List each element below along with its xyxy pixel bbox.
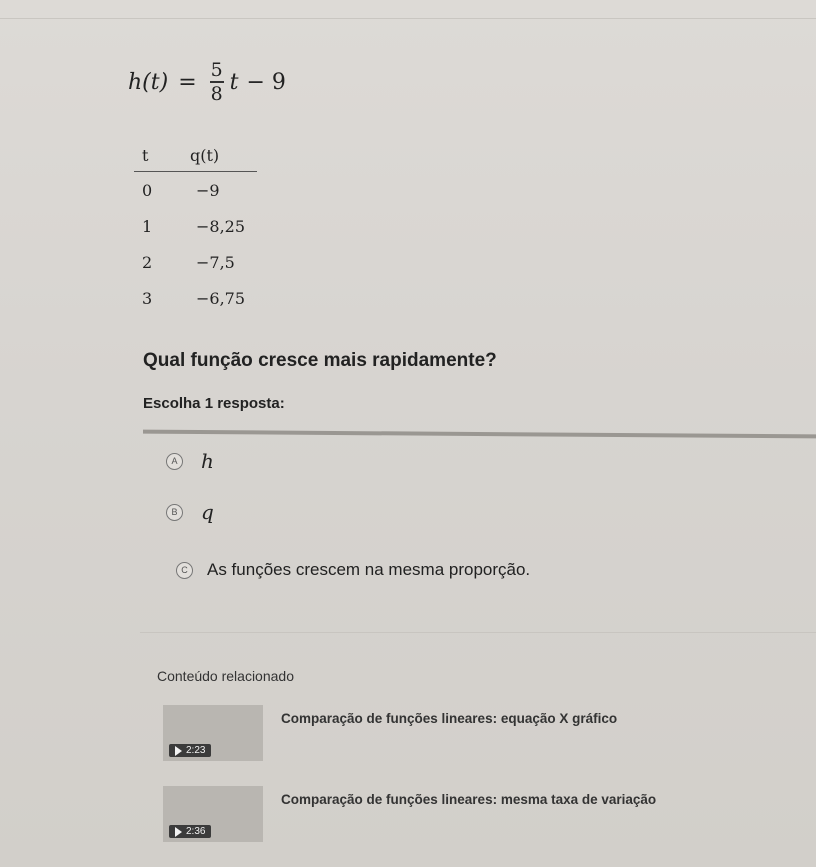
table-cell-q: −6,75 (196, 288, 246, 308)
table-row (134, 280, 257, 316)
table-cell-t: 3 (142, 288, 153, 308)
answer-option-c[interactable] (176, 560, 530, 580)
top-divider (0, 18, 816, 19)
formula-variable: t (229, 69, 239, 95)
play-icon (175, 746, 182, 756)
option-text-c: As funções crescem na mesma proporção. (207, 560, 531, 579)
fraction-numerator: 5 (210, 59, 223, 82)
answer-option-a[interactable] (166, 449, 214, 473)
video-duration: 2:23 (186, 745, 206, 756)
related-video-card[interactable] (163, 786, 656, 842)
related-content-heading: Conteúdo relacionado (157, 668, 294, 684)
answer-prompt: Escolha 1 resposta: (143, 395, 285, 412)
formula-lhs: h(t) (128, 69, 169, 95)
function-q-table (134, 146, 257, 316)
formula-constant: − 9 (246, 69, 286, 95)
answer-option-b[interactable] (166, 500, 214, 524)
option-letter-b: B (166, 504, 183, 521)
video-duration-badge (169, 825, 211, 838)
video-thumbnail (163, 705, 263, 761)
option-text-a: h (201, 449, 214, 473)
table-cell-t: 0 (142, 180, 153, 200)
table-cell-q: −8,25 (196, 216, 246, 236)
question-text: Qual função cresce mais rapidamente? (143, 350, 497, 371)
table-header-t: t (142, 146, 149, 165)
function-h-formula (128, 52, 286, 112)
fraction-denominator: 8 (210, 82, 223, 105)
video-title: Comparação de funções lineares: equação X gráfico (281, 711, 618, 726)
related-video-card[interactable] (163, 705, 617, 761)
table-header-row (134, 146, 257, 172)
table-cell-t: 1 (142, 216, 153, 236)
option-letter-c: C (176, 562, 193, 579)
table-row (134, 172, 257, 209)
video-thumbnail (163, 786, 263, 842)
table-cell-q: −7,5 (196, 252, 235, 272)
table-row (134, 208, 257, 244)
table-cell-q: −9 (196, 180, 220, 200)
option-letter-a: A (166, 453, 183, 470)
video-duration-badge (169, 744, 211, 757)
play-icon (175, 827, 182, 837)
formula-fraction (210, 59, 224, 105)
video-duration: 2:36 (186, 826, 206, 837)
option-text-b: q (201, 500, 214, 524)
section-divider (140, 632, 816, 633)
answer-divider (143, 430, 816, 439)
table-row (134, 244, 257, 280)
video-title: Comparação de funções lineares: mesma taxa de variação (281, 792, 657, 807)
table-header-q: q(t) (190, 146, 220, 165)
formula-equals: = (178, 69, 197, 95)
table-cell-t: 2 (142, 252, 153, 272)
